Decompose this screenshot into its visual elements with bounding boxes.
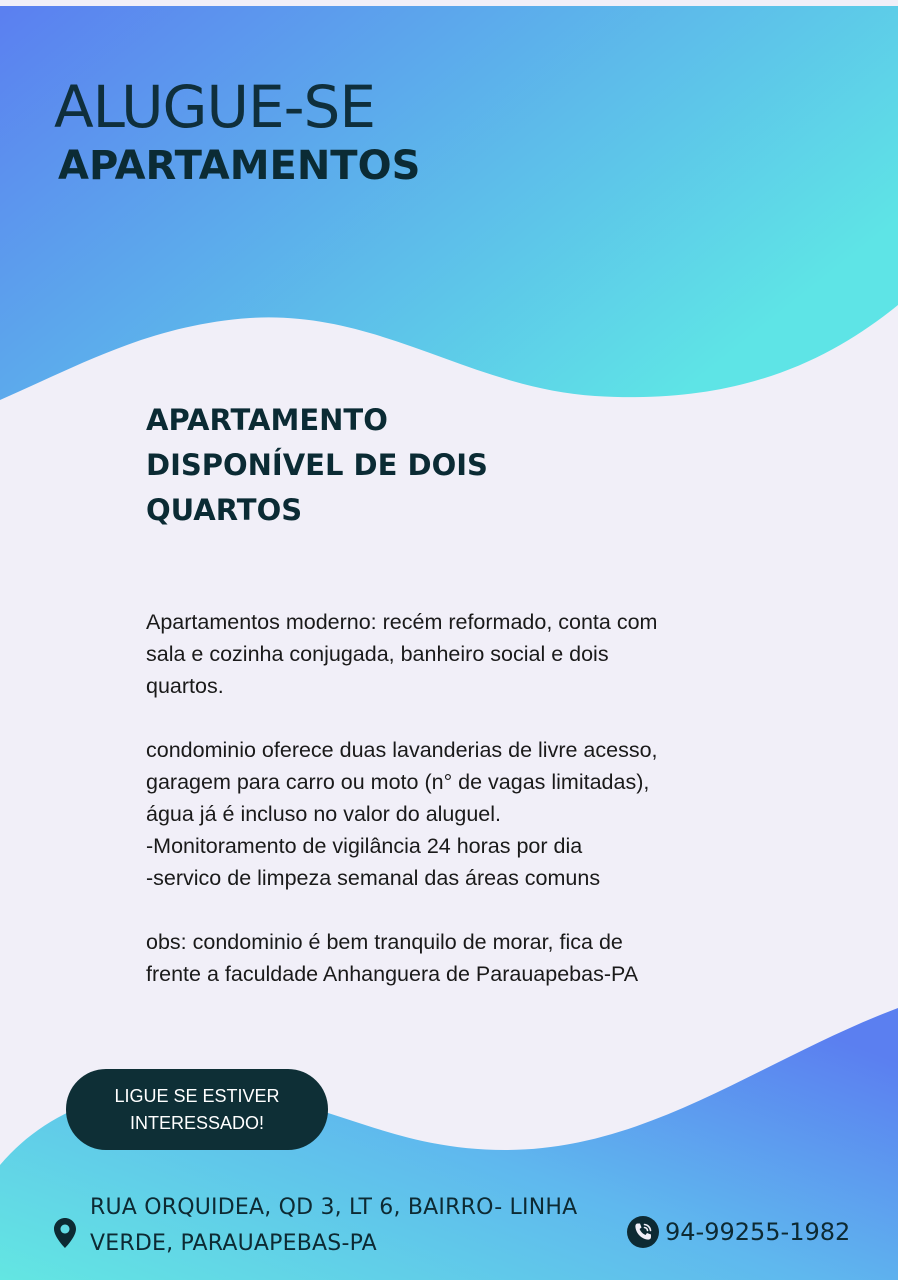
map-pin-icon <box>53 1217 77 1249</box>
description-line: sala e cozinha conjugada, banheiro social e dois <box>146 642 609 666</box>
paragraph-gap <box>146 894 766 926</box>
description-line: água já é incluso no valor do aluguel. <box>146 802 502 826</box>
address-line: RUA ORQUIDEA, QD 3, LT 6, BAIRRO- LINHA <box>90 1195 578 1220</box>
cta-label-line: INTERESSADO! <box>129 1112 265 1133</box>
listing-description <box>146 606 766 990</box>
page-title: ALUGUE-SE <box>54 73 375 141</box>
call-interest-button[interactable] <box>66 1069 328 1150</box>
address-line: VERDE, PARAUAPEBAS-PA <box>90 1231 377 1256</box>
description-line: -servico de limpeza semanal das áreas comuns <box>146 866 601 890</box>
paragraph-gap <box>146 702 766 734</box>
description-line: quartos. <box>146 674 224 698</box>
description-line: Apartamentos moderno: recém reformado, conta com <box>146 610 658 634</box>
top-wave-shape <box>0 6 898 400</box>
address <box>90 1190 630 1262</box>
description-line: frente a faculdade Anhanguera de Parauapebas-PA <box>146 962 639 986</box>
phone-number[interactable]: 94-99255-1982 <box>665 1218 851 1246</box>
page-subtitle-category: APARTAMENTOS <box>58 143 421 189</box>
listing-heading-line: DISPONÍVEL DE DOIS <box>146 448 488 482</box>
phone-icon <box>626 1215 660 1249</box>
listing-heading-line: APARTAMENTO <box>146 403 388 437</box>
phone-contact[interactable] <box>626 1213 850 1251</box>
description-line: condominio oferece duas lavanderias de livre acesso, <box>146 738 658 762</box>
listing-heading <box>146 398 526 533</box>
cta-label-line: LIGUE SE ESTIVER <box>114 1085 280 1106</box>
description-line: garagem para carro ou moto (n° de vagas limitadas), <box>146 770 650 794</box>
listing-heading-line: QUARTOS <box>146 493 303 527</box>
description-line: -Monitoramento de vigilância 24 horas por dia <box>146 834 583 858</box>
description-line: obs: condominio é bem tranquilo de morar, fica de <box>146 930 623 954</box>
